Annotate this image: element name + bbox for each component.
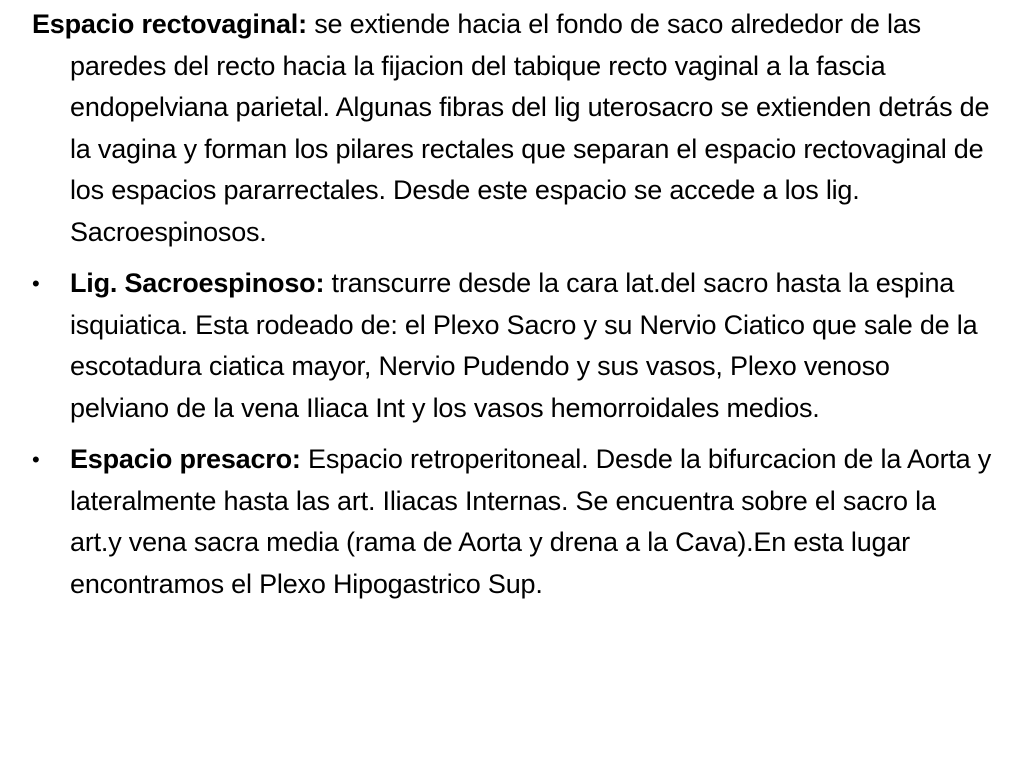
- paragraph-espacio-presacro: [32, 439, 992, 605]
- paragraph-espacio-rectovaginal: [32, 4, 992, 253]
- paragraph-text: transcurre desde la cara lat.del sacro hasta la espina isquiatica. Esta rodeado de: el Plexo Sacro y su Nervio Ciatico que sale de la escotadura ciatica mayor, Nervio Pudendo y sus vasos, Plexo venoso pelviano de la vena Iliaca Int y los vasos hemorroidales medios.: [70, 268, 978, 423]
- term-lig-sacroespinoso: Lig. Sacroespinoso:: [70, 268, 325, 298]
- paragraph-lig-sacroespinoso: [32, 263, 992, 429]
- paragraph-text: Espacio retroperitoneal. Desde la bifurcacion de la Aorta y lateralmente hasta las art. Iliacas Internas. Se encuentra sobre el sacro la art.y vena sacra media (rama de Aorta y drena a la Cava).En esta lugar encontramos el Plexo Hipogastrico Sup.: [70, 444, 992, 599]
- term-espacio-presacro: Espacio presacro:: [70, 444, 301, 474]
- bullet-icon: •: [32, 447, 40, 472]
- slide-body: [32, 4, 992, 615]
- paragraph-text: se extiende hacia el fondo de saco alrededor de las paredes del recto hacia la fijacion del tabique recto vaginal a la fascia endopelviana parietal. Algunas fibras del lig uterosacro se extienden detrás de la vagina y forman los pilares rectales que separan el espacio rectovaginal de los espacios pararrectales. Desde este espacio se accede a los lig. Sacroespinosos.: [70, 9, 990, 247]
- term-espacio-rectovaginal: Espacio rectovaginal:: [32, 9, 307, 39]
- bullet-icon: •: [32, 271, 40, 296]
